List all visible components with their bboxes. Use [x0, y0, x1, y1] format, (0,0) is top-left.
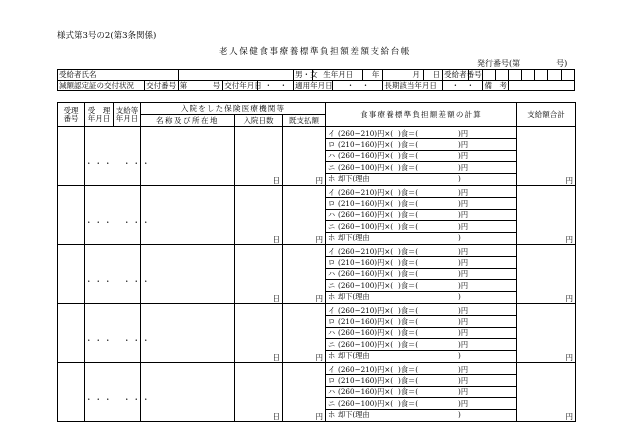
calc-rate: 却下(理由 [338, 351, 370, 361]
calc-yen: )円 [458, 364, 469, 374]
recipient-number-digit[interactable] [561, 70, 574, 81]
hosp-days-cell[interactable]: 日 [235, 304, 283, 363]
calc-key: イ [328, 364, 336, 374]
accept-no-cell[interactable] [58, 245, 85, 304]
calc-meal: )食＝( [398, 187, 419, 197]
accept-date-header: 受 理 年月日 [85, 103, 114, 127]
birth-month-field[interactable]: 月 [383, 70, 424, 81]
paid-header: 既支払額 [283, 115, 326, 127]
calc-key: イ [328, 128, 336, 138]
recipient-number-digit[interactable] [535, 70, 548, 81]
calc-meal: )食＝( [398, 246, 419, 256]
calc-rate: (260−100)円×( [338, 398, 394, 408]
pay-date-header: 支給等 年月日 [114, 103, 141, 127]
reduction-status-label: 減額認定証の交付状況 [58, 80, 145, 91]
insurer-name-cell[interactable] [141, 363, 235, 422]
calc-rate: (260−100)円×( [338, 339, 394, 349]
calc-yen: )円 [458, 398, 469, 408]
calc-rate: (260−100)円×( [338, 280, 394, 290]
calc-key: ロ [328, 317, 336, 326]
total-cell[interactable]: 円 [517, 304, 576, 363]
calc-key: ホ [328, 174, 336, 184]
issue-no-suffix: 号 [212, 80, 221, 90]
calc-line [326, 268, 516, 279]
calc-meal: )食＝( [398, 398, 419, 408]
calc-cell[interactable] [326, 127, 517, 186]
accept-no-cell[interactable] [58, 186, 85, 245]
calc-key: ハ [328, 387, 336, 397]
calc-key: ニ [328, 339, 336, 349]
calc-key: ニ [328, 162, 336, 172]
apply-date-field[interactable]: ・ ・ [332, 80, 383, 91]
calc-line [326, 350, 516, 361]
insurer-name-cell[interactable] [141, 186, 235, 245]
long-hosp-field[interactable]: ・ ・ [443, 80, 483, 91]
calc-yen: )円 [458, 151, 469, 161]
recipient-number-digit[interactable] [522, 70, 535, 81]
calc-key: ニ [328, 221, 336, 231]
calc-yen: )円 [458, 162, 469, 172]
calc-line [326, 279, 516, 290]
calc-line [326, 173, 516, 184]
calc-key: ロ [328, 199, 336, 208]
dates-cell[interactable]: ・・・ ・・・ [85, 363, 141, 422]
calc-yen: )円 [458, 317, 469, 326]
calc-line [326, 220, 516, 231]
issue-date-label: 交付年月日 [224, 80, 262, 90]
calc-key: ハ [328, 269, 336, 279]
calc-key: イ [328, 187, 336, 197]
calc-line [326, 327, 516, 338]
calc-rate: (260−210)円×( [338, 305, 394, 315]
accept-no-cell[interactable] [58, 304, 85, 363]
calc-meal: )食＝( [398, 221, 419, 231]
table-row [58, 245, 576, 304]
calc-yen: )円 [458, 339, 469, 349]
hosp-days-cell[interactable]: 日 [235, 186, 283, 245]
calc-line [326, 138, 516, 149]
total-header: 支給額合計 [517, 103, 576, 127]
hosp-days-cell[interactable]: 日 [235, 127, 283, 186]
calc-rate: (210−160)円×( [338, 199, 394, 208]
calc-meal: )食＝( [398, 151, 419, 161]
dates-cell[interactable]: ・・・ ・・・ [85, 186, 141, 245]
calc-rate: 却下(理由 [338, 292, 370, 302]
total-cell[interactable]: 円 [517, 127, 576, 186]
hosp-days-header: 入院日数 [235, 115, 283, 127]
paid-cell[interactable]: 円 [283, 363, 326, 422]
recipient-name-label: 受給者氏名 [58, 70, 179, 81]
accept-no-cell[interactable] [58, 363, 85, 422]
calc-yen: )円 [458, 258, 469, 267]
calc-meal: )食＝( [398, 317, 419, 326]
calc-key: ホ [328, 233, 336, 243]
calc-yen: ) [458, 351, 461, 361]
calc-header: 食事療養標準負担額差額の計算 [326, 103, 517, 127]
issue-no-field[interactable] [178, 80, 223, 91]
calc-yen: )円 [458, 269, 469, 279]
calc-line [326, 246, 516, 256]
remarks-field[interactable] [508, 80, 574, 91]
calc-key: イ [328, 246, 336, 256]
payment-ledger-table [57, 102, 576, 422]
calc-key: ロ [328, 258, 336, 267]
insurer-header: 入院をした保険医療機関等 [141, 103, 326, 115]
calc-cell[interactable] [326, 363, 517, 422]
paid-cell[interactable]: 円 [283, 186, 326, 245]
calc-yen: )円 [458, 221, 469, 231]
birth-day-field[interactable]: 日 [423, 70, 442, 81]
calc-yen: )円 [458, 246, 469, 256]
issue-no-prefix: 第 [179, 80, 188, 90]
calc-cell[interactable] [326, 186, 517, 245]
calc-rate: (210−160)円×( [338, 317, 394, 326]
calc-yen: )円 [458, 328, 469, 338]
calc-rate: (260−210)円×( [338, 128, 394, 138]
calc-line [326, 209, 516, 220]
recipient-number-digit[interactable] [508, 70, 521, 81]
calc-key: ハ [328, 328, 336, 338]
paid-cell[interactable]: 円 [283, 127, 326, 186]
table-row [58, 363, 576, 422]
calc-rate: (260−160)円×( [338, 328, 394, 338]
hosp-days-cell[interactable]: 日 [235, 363, 283, 422]
calc-yen: )円 [458, 199, 469, 208]
total-cell[interactable]: 円 [517, 245, 576, 304]
hosp-days-cell[interactable]: 日 [235, 245, 283, 304]
total-cell[interactable]: 円 [517, 186, 576, 245]
calc-yen: ) [458, 174, 461, 184]
calc-key: イ [328, 305, 336, 315]
calc-yen: )円 [458, 187, 469, 197]
calc-rate: (260−160)円×( [338, 210, 394, 220]
calc-yen: )円 [458, 140, 469, 149]
calc-rate: (210−160)円×( [338, 140, 394, 149]
calc-line [326, 150, 516, 161]
calc-line [326, 232, 516, 243]
long-hosp-label: 長期該当年月日 [383, 80, 443, 91]
calc-rate: (260−100)円×( [338, 221, 394, 231]
calc-meal: )食＝( [398, 328, 419, 338]
calc-rate: (210−160)円×( [338, 376, 394, 385]
calc-meal: )食＝( [398, 376, 419, 385]
calc-key: ニ [328, 398, 336, 408]
apply-date-label: 適用年月日 [295, 80, 333, 90]
calc-key: ロ [328, 140, 336, 149]
calc-meal: )食＝( [398, 339, 419, 349]
paid-cell[interactable]: 円 [283, 245, 326, 304]
accept-no-header: 受理 番号 [58, 103, 85, 127]
calc-rate: (260−210)円×( [338, 246, 394, 256]
dates-cell[interactable]: ・・・ ・・・ [85, 245, 141, 304]
calc-meal: )食＝( [398, 210, 419, 220]
insurer-name-cell[interactable] [141, 245, 235, 304]
calc-line [326, 197, 516, 208]
birth-year-field[interactable]: 年 [363, 70, 383, 81]
calc-key: ハ [328, 151, 336, 161]
recipient-number-digit[interactable] [495, 70, 508, 81]
calc-line [326, 315, 516, 326]
calc-rate: (260−160)円×( [338, 387, 394, 397]
calc-yen: ) [458, 292, 461, 302]
records-body [58, 127, 576, 422]
accept-no-cell[interactable] [58, 127, 85, 186]
calc-meal: )食＝( [398, 305, 419, 315]
calc-line [326, 409, 516, 420]
calc-key: ホ [328, 410, 336, 420]
recipient-name-field[interactable] [178, 70, 294, 81]
calc-yen: ) [458, 410, 461, 420]
calc-meal: )食＝( [398, 199, 419, 208]
insurer-name-cell[interactable] [141, 304, 235, 363]
calc-line [326, 161, 516, 172]
calc-cell[interactable] [326, 245, 517, 304]
document-title: 老人保健食事療養標準負担額差額支給台帳 [219, 47, 411, 57]
calc-rate: (260−210)円×( [338, 187, 394, 197]
calc-line [326, 374, 516, 385]
calc-meal: )食＝( [398, 128, 419, 138]
paid-cell[interactable]: 円 [283, 304, 326, 363]
calc-meal: )食＝( [398, 162, 419, 172]
calc-meal: )食＝( [398, 387, 419, 397]
calc-rate: 却下(理由 [338, 233, 370, 243]
issue-no-label: 交付番号 [146, 80, 177, 90]
calc-line [326, 187, 516, 197]
calc-line [326, 128, 516, 138]
calc-yen: )円 [458, 387, 469, 397]
calc-line [326, 291, 516, 302]
calc-rate: (210−160)円×( [338, 258, 394, 267]
dates-cell[interactable]: ・・・ ・・・ [85, 127, 141, 186]
calc-rate: 却下(理由 [338, 410, 370, 420]
insurer-name-header: 名称及び所在地 [141, 115, 235, 127]
calc-rate: 却下(理由 [338, 174, 370, 184]
table-row [58, 127, 576, 186]
calc-key: ホ [328, 351, 336, 361]
issue-number-label: 発行番号(第 [477, 59, 521, 68]
dates-cell[interactable]: ・・・ ・・・ [85, 304, 141, 363]
calc-meal: )食＝( [398, 364, 419, 374]
calc-meal: )食＝( [398, 140, 419, 149]
recipient-number-digit[interactable] [548, 70, 561, 81]
recipient-number-digit[interactable] [482, 70, 495, 81]
calc-meal: )食＝( [398, 280, 419, 290]
table-row [58, 186, 576, 245]
issue-number [477, 58, 567, 69]
calc-cell[interactable] [326, 304, 517, 363]
recipient-number-label: 受給者番号 [444, 70, 482, 79]
calc-yen: )円 [458, 280, 469, 290]
issue-number-suffix: 号) [556, 59, 568, 68]
recipient-info-table [57, 69, 575, 91]
insurer-name-cell[interactable] [141, 127, 235, 186]
calc-yen: ) [458, 233, 461, 243]
calc-line [326, 338, 516, 349]
calc-yen: )円 [458, 376, 469, 385]
calc-line [326, 305, 516, 315]
calc-rate: (260−100)円×( [338, 162, 394, 172]
calc-rate: (260−210)円×( [338, 364, 394, 374]
calc-rate: (260−160)円×( [338, 151, 394, 161]
calc-meal: )食＝( [398, 269, 419, 279]
calc-key: ニ [328, 280, 336, 290]
calc-line [326, 397, 516, 408]
calc-line [326, 256, 516, 267]
calc-meal: )食＝( [398, 258, 419, 267]
sex-field[interactable]: 男・女 [295, 70, 318, 79]
calc-key: ロ [328, 376, 336, 385]
calc-yen: )円 [458, 128, 469, 138]
calc-key: ホ [328, 292, 336, 302]
form-number: 様式第3号の2(第3条関係) [57, 31, 157, 41]
calc-line [326, 386, 516, 397]
total-cell[interactable]: 円 [517, 363, 576, 422]
issue-date-field[interactable]: ・ ・ [257, 80, 294, 91]
calc-yen: )円 [458, 305, 469, 315]
calc-line [326, 364, 516, 374]
calc-yen: )円 [458, 210, 469, 220]
birth-date-label: 生年月日 [313, 70, 363, 81]
calc-rate: (260−160)円×( [338, 269, 394, 279]
calc-key: ハ [328, 210, 336, 220]
table-row [58, 304, 576, 363]
remarks-label: 備 考 [482, 80, 508, 91]
